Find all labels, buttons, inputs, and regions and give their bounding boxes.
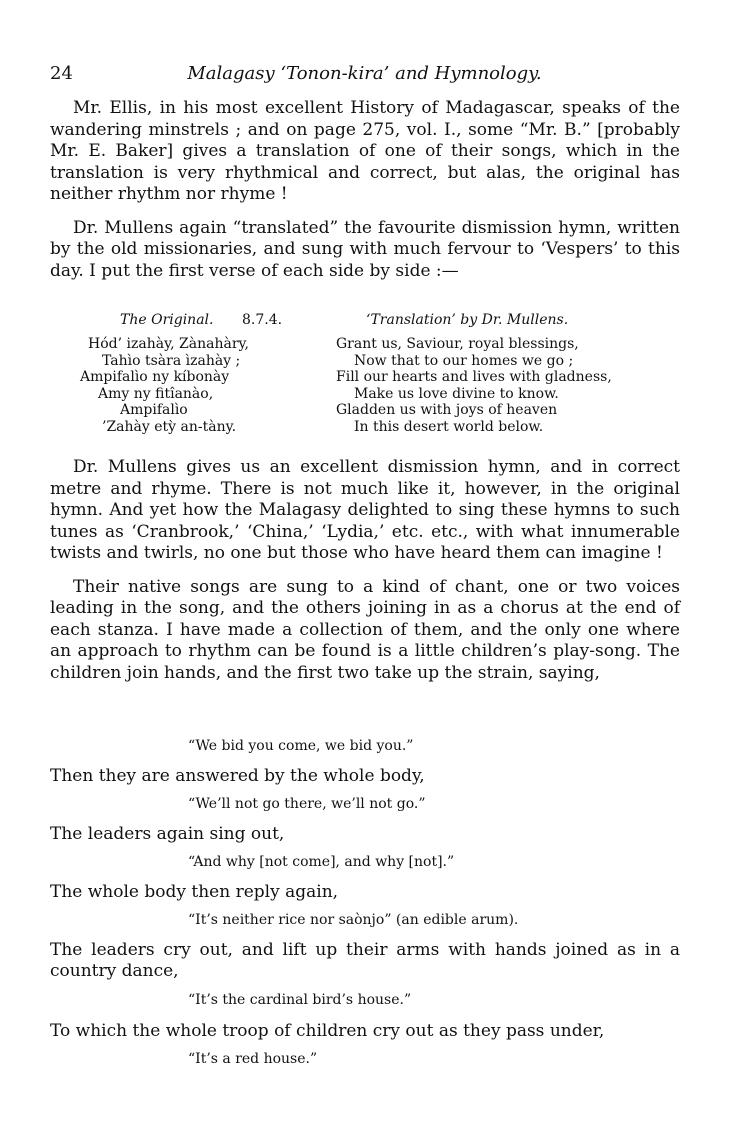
song-quote: “It’s neither rice nor saònjo” (an edible arum). xyxy=(188,912,519,928)
page-number: 24 xyxy=(50,63,73,84)
song-narration: The leaders again sing out, xyxy=(50,824,285,844)
song-narration: To which the whole troop of children cry out as they pass under, xyxy=(50,1021,605,1041)
paragraph-dismission-hymn: Dr. Mullens gives us an excellent dismission hymn, and in correct metre and rhyme. There is not much like it, however, in the original hymn. And yet how the Malagasy delighted to sing these hymns to such tunes as ‘Cranbrook,’ ‘China,’ ‘Lydia,’ etc. etc., with what innumerable twists and twirls, no one but those who have heard them can imagine ! xyxy=(50,457,680,563)
verse-line: Make us love divine to know. xyxy=(354,385,559,402)
verse-line: Grant us, Saviour, royal blessings, xyxy=(336,336,579,352)
verse-line: Ampifalìo xyxy=(120,402,188,418)
original-meter: 8.7.4. xyxy=(242,312,283,328)
original-caption: The Original. xyxy=(120,312,214,328)
verse-line: Now that to our homes we go ; xyxy=(354,352,574,369)
paragraph-native-songs: Their native songs are sung to a kind of chant, one or two voices leading in the song, and the others joining in as a chorus at the end of each stanza. I have made a collection of them, and the only one where an approach to rhythm can be found is a little children’s play-song. The children join hands, and the first two take up the strain, saying, xyxy=(50,576,680,683)
paragraph-mullens: Dr. Mullens again “translated” the favourite dismission hymn, written by the old missionaries, and sung with much fervour to ‘Vespers’ to this day. I put the first verse of each side by side :— xyxy=(50,217,680,281)
song-quote: “It’s a red house.” xyxy=(188,1051,318,1067)
verse-comparison xyxy=(50,312,680,442)
song-narration: The whole body then reply again, xyxy=(50,882,339,902)
song-quote: “And why [not come], and why [not].” xyxy=(188,854,455,870)
verse-line: Gladden us with joys of heaven xyxy=(336,402,558,418)
intro-section xyxy=(50,98,680,282)
song-quote: “We bid you come, we bid you.” xyxy=(188,738,414,754)
running-header xyxy=(50,63,679,87)
children-song xyxy=(50,738,680,1078)
paragraph-ellis: Mr. Ellis, in his most excellent History of Madagascar, speaks of the wandering minstrels ; and on page 275, vol. I., some “Mr. B.” [probably Mr. E. Baker] gives a translation of one of their songs, which in the translation is very rhythmical and correct, but alas, the original has neither rhythm nor rhyme ! xyxy=(50,98,680,204)
song-narration: The leaders cry out, and lift up their arms with hands joined as in a country dance, xyxy=(50,940,680,981)
translation-column xyxy=(336,312,680,435)
verse-line: Hód’ izahày, Zànahàry, xyxy=(88,336,250,352)
verse-line: In this desert world below. xyxy=(354,418,544,435)
verse-line: Ampifalìo ny kíbonày xyxy=(80,369,230,385)
verse-line: Fill our hearts and lives with gladness, xyxy=(336,369,612,385)
verse-line: Amy ny fitîanào, xyxy=(98,385,214,402)
song-narration: Then they are answered by the whole body, xyxy=(50,766,425,786)
discussion-section xyxy=(50,457,680,684)
song-quote: “It’s the cardinal bird’s house.” xyxy=(188,992,412,1008)
running-title: Malagasy ‘Tonon-kira’ and Hymnology. xyxy=(187,63,542,84)
song-quote: “We’ll not go there, we’ll not go.” xyxy=(188,796,426,812)
verse-line: Tahìo tsàra ìzahày ; xyxy=(102,352,241,369)
original-column xyxy=(72,312,342,435)
verse-line: ’Zahày etỳ an-tàny. xyxy=(102,418,237,435)
translation-caption: ‘Translation’ by Dr. Mullens. xyxy=(366,312,569,328)
